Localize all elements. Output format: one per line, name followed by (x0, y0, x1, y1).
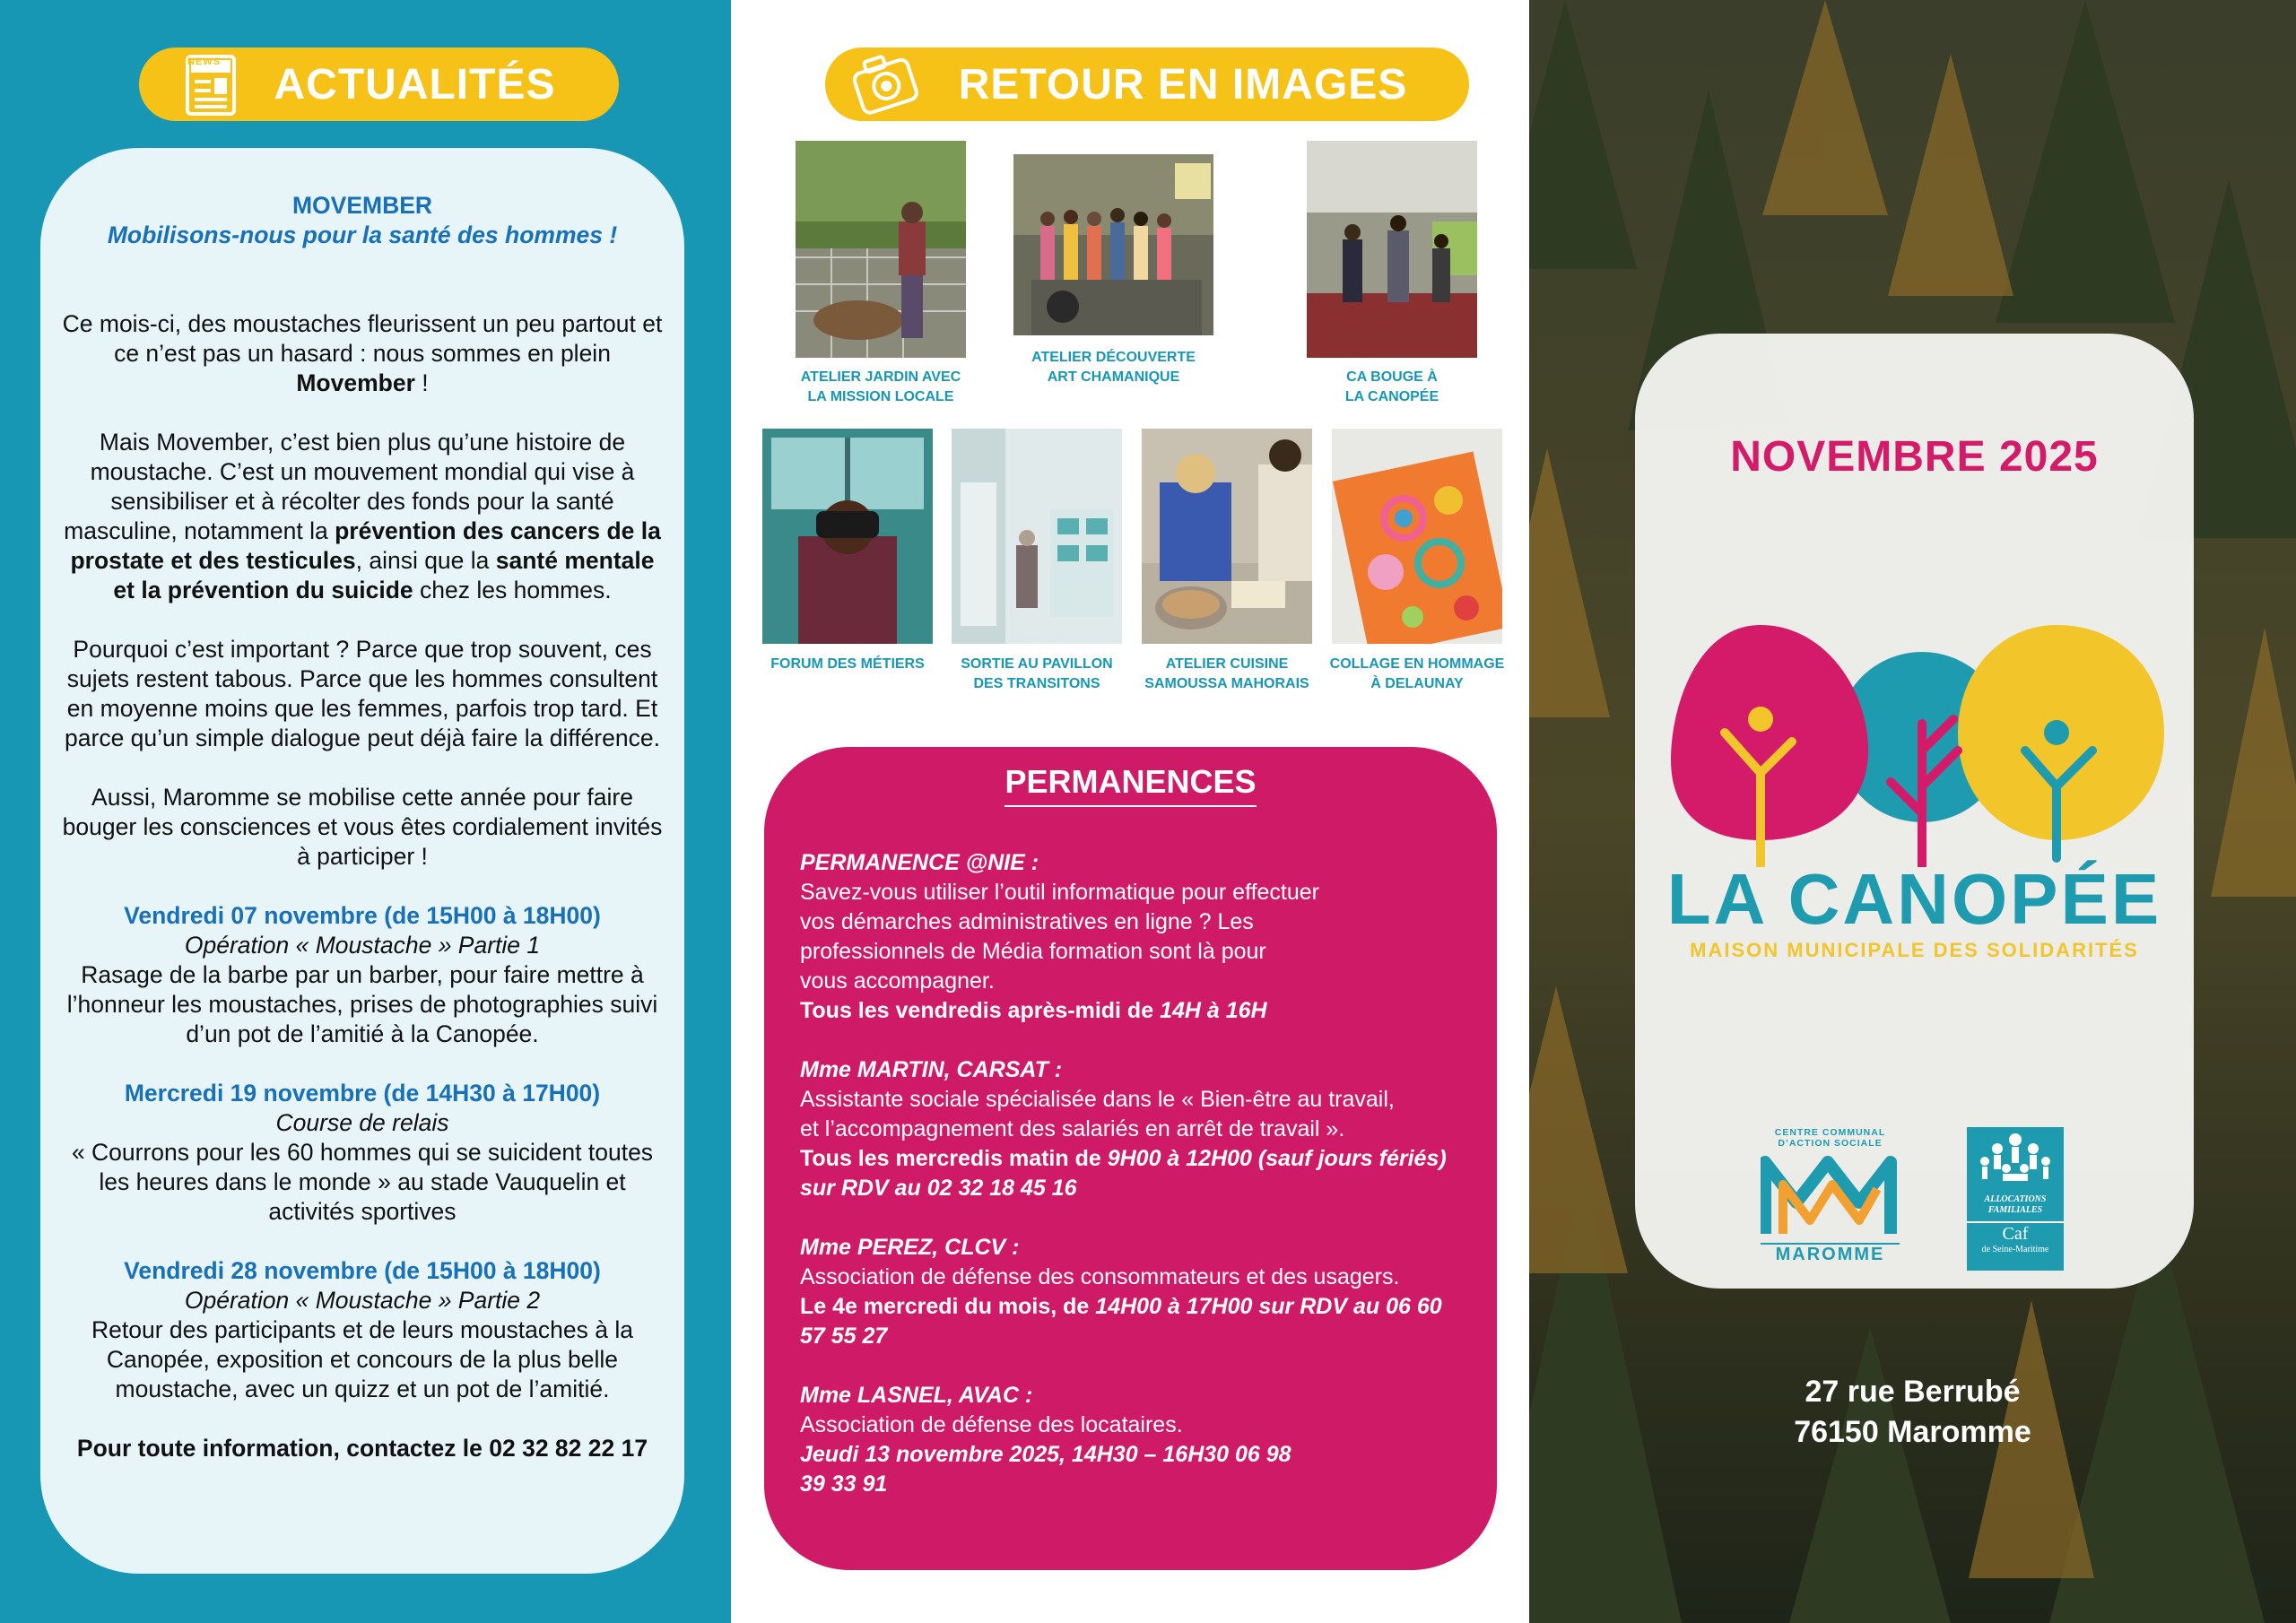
photo-ca-bouge (1307, 141, 1477, 358)
caf-name: Caf (1967, 1221, 2064, 1245)
perm-4-head: Mme LASNEL, AVAC : (800, 1383, 1033, 1408)
caption-chamanique: ATELIER DÉCOUVERTE ART CHAMANIQUE (1031, 350, 1196, 385)
caption-delaunay: COLLAGE EN HOMMAGE À DELAUNAY (1329, 656, 1505, 691)
brand-subtitle: MAISON MUNICIPALE DES SOLIDARITÉS (1690, 939, 2139, 961)
newspaper-icon-label: NEWS (187, 56, 221, 67)
news-paragraph-4: Aussi, Maromme se mobilise cette année pour faire bouger les consciences et vous êtes cordialement invités à participer ! (62, 784, 663, 870)
permanences-card (764, 747, 1497, 1570)
caf-logo (1967, 1127, 2064, 1271)
cover-panel (1529, 0, 2296, 1623)
event-1-date: Vendredi 07 novembre (de 15H00 à 18H00) (124, 902, 601, 929)
camera-icon (850, 46, 922, 121)
perm-1-desc: vos démarches administratives en ligne ? Les (800, 909, 1254, 934)
photo-pavillon (952, 429, 1122, 644)
perm-1-desc: Savez-vous utiliser l’outil informatique pour effectuer (800, 880, 1319, 905)
perm-3-desc: Association de défense des consommateurs et des usagers. (800, 1264, 1400, 1289)
photo-chamanique (1013, 154, 1213, 335)
perm-1-desc: professionnels de Média formation sont là pour (800, 939, 1266, 964)
news-paragraph-2: Mais Movember, c’est bien plus qu’une histoire de moustache. C’est un mouvement mondial qui vise à sensibiliser et à récolter des fonds pour la santé masculine, notamment la prévention des cancers de la prostate et des testicules, ainsi que la santé mentale et la prévention du suicide chez les hommes. (64, 429, 661, 603)
perm-2-head: Mme MARTIN, CARSAT : (800, 1057, 1063, 1082)
event-2-name: Course de relais (275, 1109, 449, 1136)
event-3-date: Vendredi 28 novembre (de 15H00 à 18H00) (124, 1257, 601, 1284)
brand-name: LA CANOPÉE (1666, 859, 2162, 939)
canopee-trees-logo (1662, 607, 2173, 867)
news-panel (0, 0, 731, 1623)
perm-2-desc: Assistante sociale spécialisée dans le « Bien-être au travail, (800, 1087, 1395, 1112)
permanences-title: PERMANENCES (764, 767, 1497, 796)
event-3-desc: Retour des participants et de leurs moustaches à la Canopée, exposition et concours de la plus belle moustache, avec un quizz et un pot de l’amitié. (91, 1316, 633, 1402)
caf-family-icon (1967, 1127, 2064, 1190)
caption-cuisine: ATELIER CUISINE SAMOUSSA MAHORAIS (1144, 656, 1309, 691)
perm-1-desc: vous accompagner. (800, 968, 995, 994)
perm-1-head: PERMANENCE @NIE : (800, 850, 1039, 875)
caption-forum: FORUM DES MÉTIERS (770, 656, 925, 672)
news-card (40, 148, 684, 1574)
gallery-header: RETOUR EN IMAGES (958, 60, 1408, 108)
ccas-label: CENTRE COMMUNAL (1774, 1127, 1886, 1138)
caf-label: ALLOCATIONS (1984, 1194, 2047, 1204)
caption-jardin: ATELIER JARDIN AVEC LA MISSION LOCALE (800, 369, 961, 404)
news-paragraph-1: Ce mois-ci, des moustaches fleurissent un peu partout et ce n’est pas un hasard : nous sommes en plein Movember ! (62, 310, 663, 396)
ccas-m-icon (1761, 1149, 1900, 1238)
event-1-desc: Rasage de la barbe par un barber, pour faire mettre à l’honneur les moustaches, prises de photographies suivi d’un pot de l’amitié à la Canopée. (66, 961, 658, 1047)
ccas-label: D’ACTION SOCIALE (1778, 1138, 1883, 1149)
photo-jardin (796, 141, 966, 358)
event-2-desc: « Courrons pour les 60 hommes qui se suicident toutes les heures dans le monde » au stade Vauquelin et activités sportives (71, 1139, 654, 1225)
ccas-maromme-logo (1761, 1127, 1900, 1271)
perm-3-when: Le 4e mercredi du mois, de 14H00 à 17H00 sur RDV au 06 60 57 55 27 (800, 1294, 1442, 1349)
event-3-name: Opération « Moustache » Partie 2 (184, 1287, 541, 1314)
ccas-town: MAROMME (1761, 1243, 1900, 1264)
caf-region: de Seine-Maritime (1981, 1245, 2049, 1254)
perm-4-desc: Association de défense des locataires. (800, 1412, 1183, 1437)
perm-2-when: Tous les mercredis matin de 9H00 à 12H00 (sauf jours fériés) sur RDV au 02 32 18 45 16 (800, 1146, 1447, 1201)
photo-delaunay (1332, 429, 1502, 644)
perm-4-when: Jeudi 13 novembre 2025, 14H30 – 16H30 06 98 39 33 91 (800, 1442, 1292, 1497)
perm-3-head: Mme PEREZ, CLCV : (800, 1235, 1020, 1260)
news-contact: Pour toute information, contactez le 02 32 82 22 17 (76, 1435, 648, 1462)
address-city: 76150 Maromme (1794, 1415, 2031, 1449)
gallery-header-pill (825, 48, 1469, 121)
news-title: MOVEMBER (291, 192, 433, 219)
news-header-pill (139, 48, 619, 121)
event-1-name: Opération « Moustache » Partie 1 (184, 932, 541, 959)
gallery-panel (731, 0, 1529, 1623)
month-title: NOVEMBRE 2025 (1730, 433, 2099, 481)
address (1529, 1372, 2296, 1453)
perm-1-when: Tous les vendredis après-midi de 14H à 16H (800, 998, 1267, 1023)
news-header: ACTUALITÉS (274, 60, 556, 108)
news-paragraph-3: Pourquoi c’est important ? Parce que trop souvent, ces sujets restent tabous. Parce que les hommes consultent en moyenne moins que les femmes, parfois trop tard. Et parce qu’un simple dialogue peut déjà faire la différence. (65, 636, 660, 751)
address-street: 27 rue Berrubé (1805, 1375, 2021, 1409)
event-2-date: Mercredi 19 novembre (de 14H30 à 17H00) (124, 1080, 601, 1107)
caption-pavillon: SORTIE AU PAVILLON DES TRANSITONS (961, 656, 1113, 691)
caf-label: FAMILIALES (1987, 1205, 2043, 1215)
photo-cuisine (1142, 429, 1312, 644)
photo-forum (762, 429, 933, 644)
caption-ca-bouge: CA BOUGE À LA CANOPÉE (1344, 369, 1439, 404)
news-subtitle: Mobilisons-nous pour la santé des hommes ! (107, 221, 618, 248)
perm-2-desc: et l’accompagnement des salariés en arrêt de travail ». (800, 1116, 1345, 1141)
permanences-body (800, 848, 1470, 1499)
cover-card (1635, 334, 2194, 1289)
